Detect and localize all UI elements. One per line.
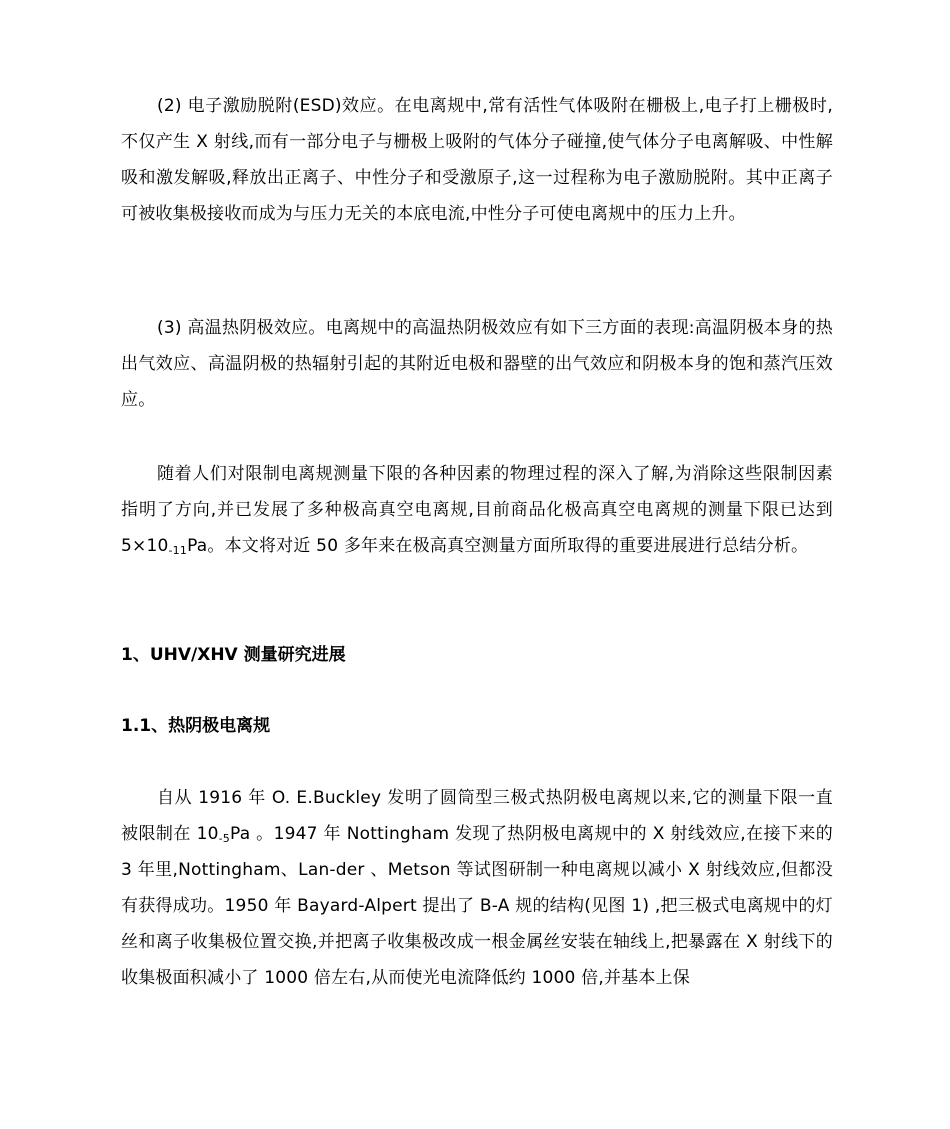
- paragraph-text: (3) 高温热阴极效应。电离规中的高温热阴极效应有如下三方面的表现:高温阴极本身的热出气效应、高温阴极的热辐射引起的其附近电极和器壁的出气效应和阴极本身的饱和蒸汽压效应。: [121, 318, 833, 410]
- paragraph-hot-cathode-effect: [121, 310, 833, 418]
- paragraph-progress-intro: [121, 456, 833, 564]
- subscript-exponent: -11: [168, 544, 188, 557]
- section-heading: 1、UHV/XHV 测量研究进展: [121, 645, 346, 665]
- paragraph-text: Pa。本文将对近 50 多年来在极高真空测量方面所取得的重要进展进行总结分析。: [187, 536, 809, 556]
- paragraph-text: Pa 。1947 年 Nottingham 发现了热阴极电离规中的 X 射线效应,在接下来的 3 年里,Nottingham、Lan-der 、Metson 等试图研制一种电离规以减小 X 射线效应,但都没有获得成功。1950 年 Bayard-Alpert 提出了 B-A 规的结构(见图 1) ,把三极式电离规中的灯丝和离子收集极位置交换,并把离子收集极改成一根金属丝安装在轴线上,把暴露在 X 射线下的收集极面积减小了 1000 倍左右,从而使光电流降低约 1000 倍,并基本上保: [121, 824, 833, 988]
- paragraph-text: 随着人们对限制电离规测量下限的各种因素的物理过程的深入了解,为消除这些限制因素指明了方向,并已发展了多种极高真空电离规,目前商品化极高真空电离规的测量下限已达到 5×10: [121, 464, 833, 556]
- paragraph-hot-cathode-gauge: [121, 780, 833, 996]
- subscript-exponent: -5: [218, 832, 230, 845]
- paragraph-text: 自从 1916 年 O. E.Buckley 发明了圆筒型三极式热阴极电离规以来,它的测量下限一直被限制在 10: [121, 788, 833, 844]
- paragraph-text: (2) 电子激励脱附(ESD)效应。在电离规中,常有活性气体吸附在栅极上,电子打上栅极时,不仅产生 X 射线,而有一部分电子与栅极上吸附的气体分子碰撞,使气体分子电离解吸、中性解吸和激发解吸,释放出正离子、中性分子和受激原子,这一过程称为电子激励脱附。其中正离子可被收集极接收而成为与压力无关的本底电流,中性分子可使电离规中的压力上升。: [121, 96, 833, 224]
- subsection-heading: 1.1、热阴极电离规: [121, 716, 271, 736]
- paragraph-esd-effect: [121, 88, 833, 232]
